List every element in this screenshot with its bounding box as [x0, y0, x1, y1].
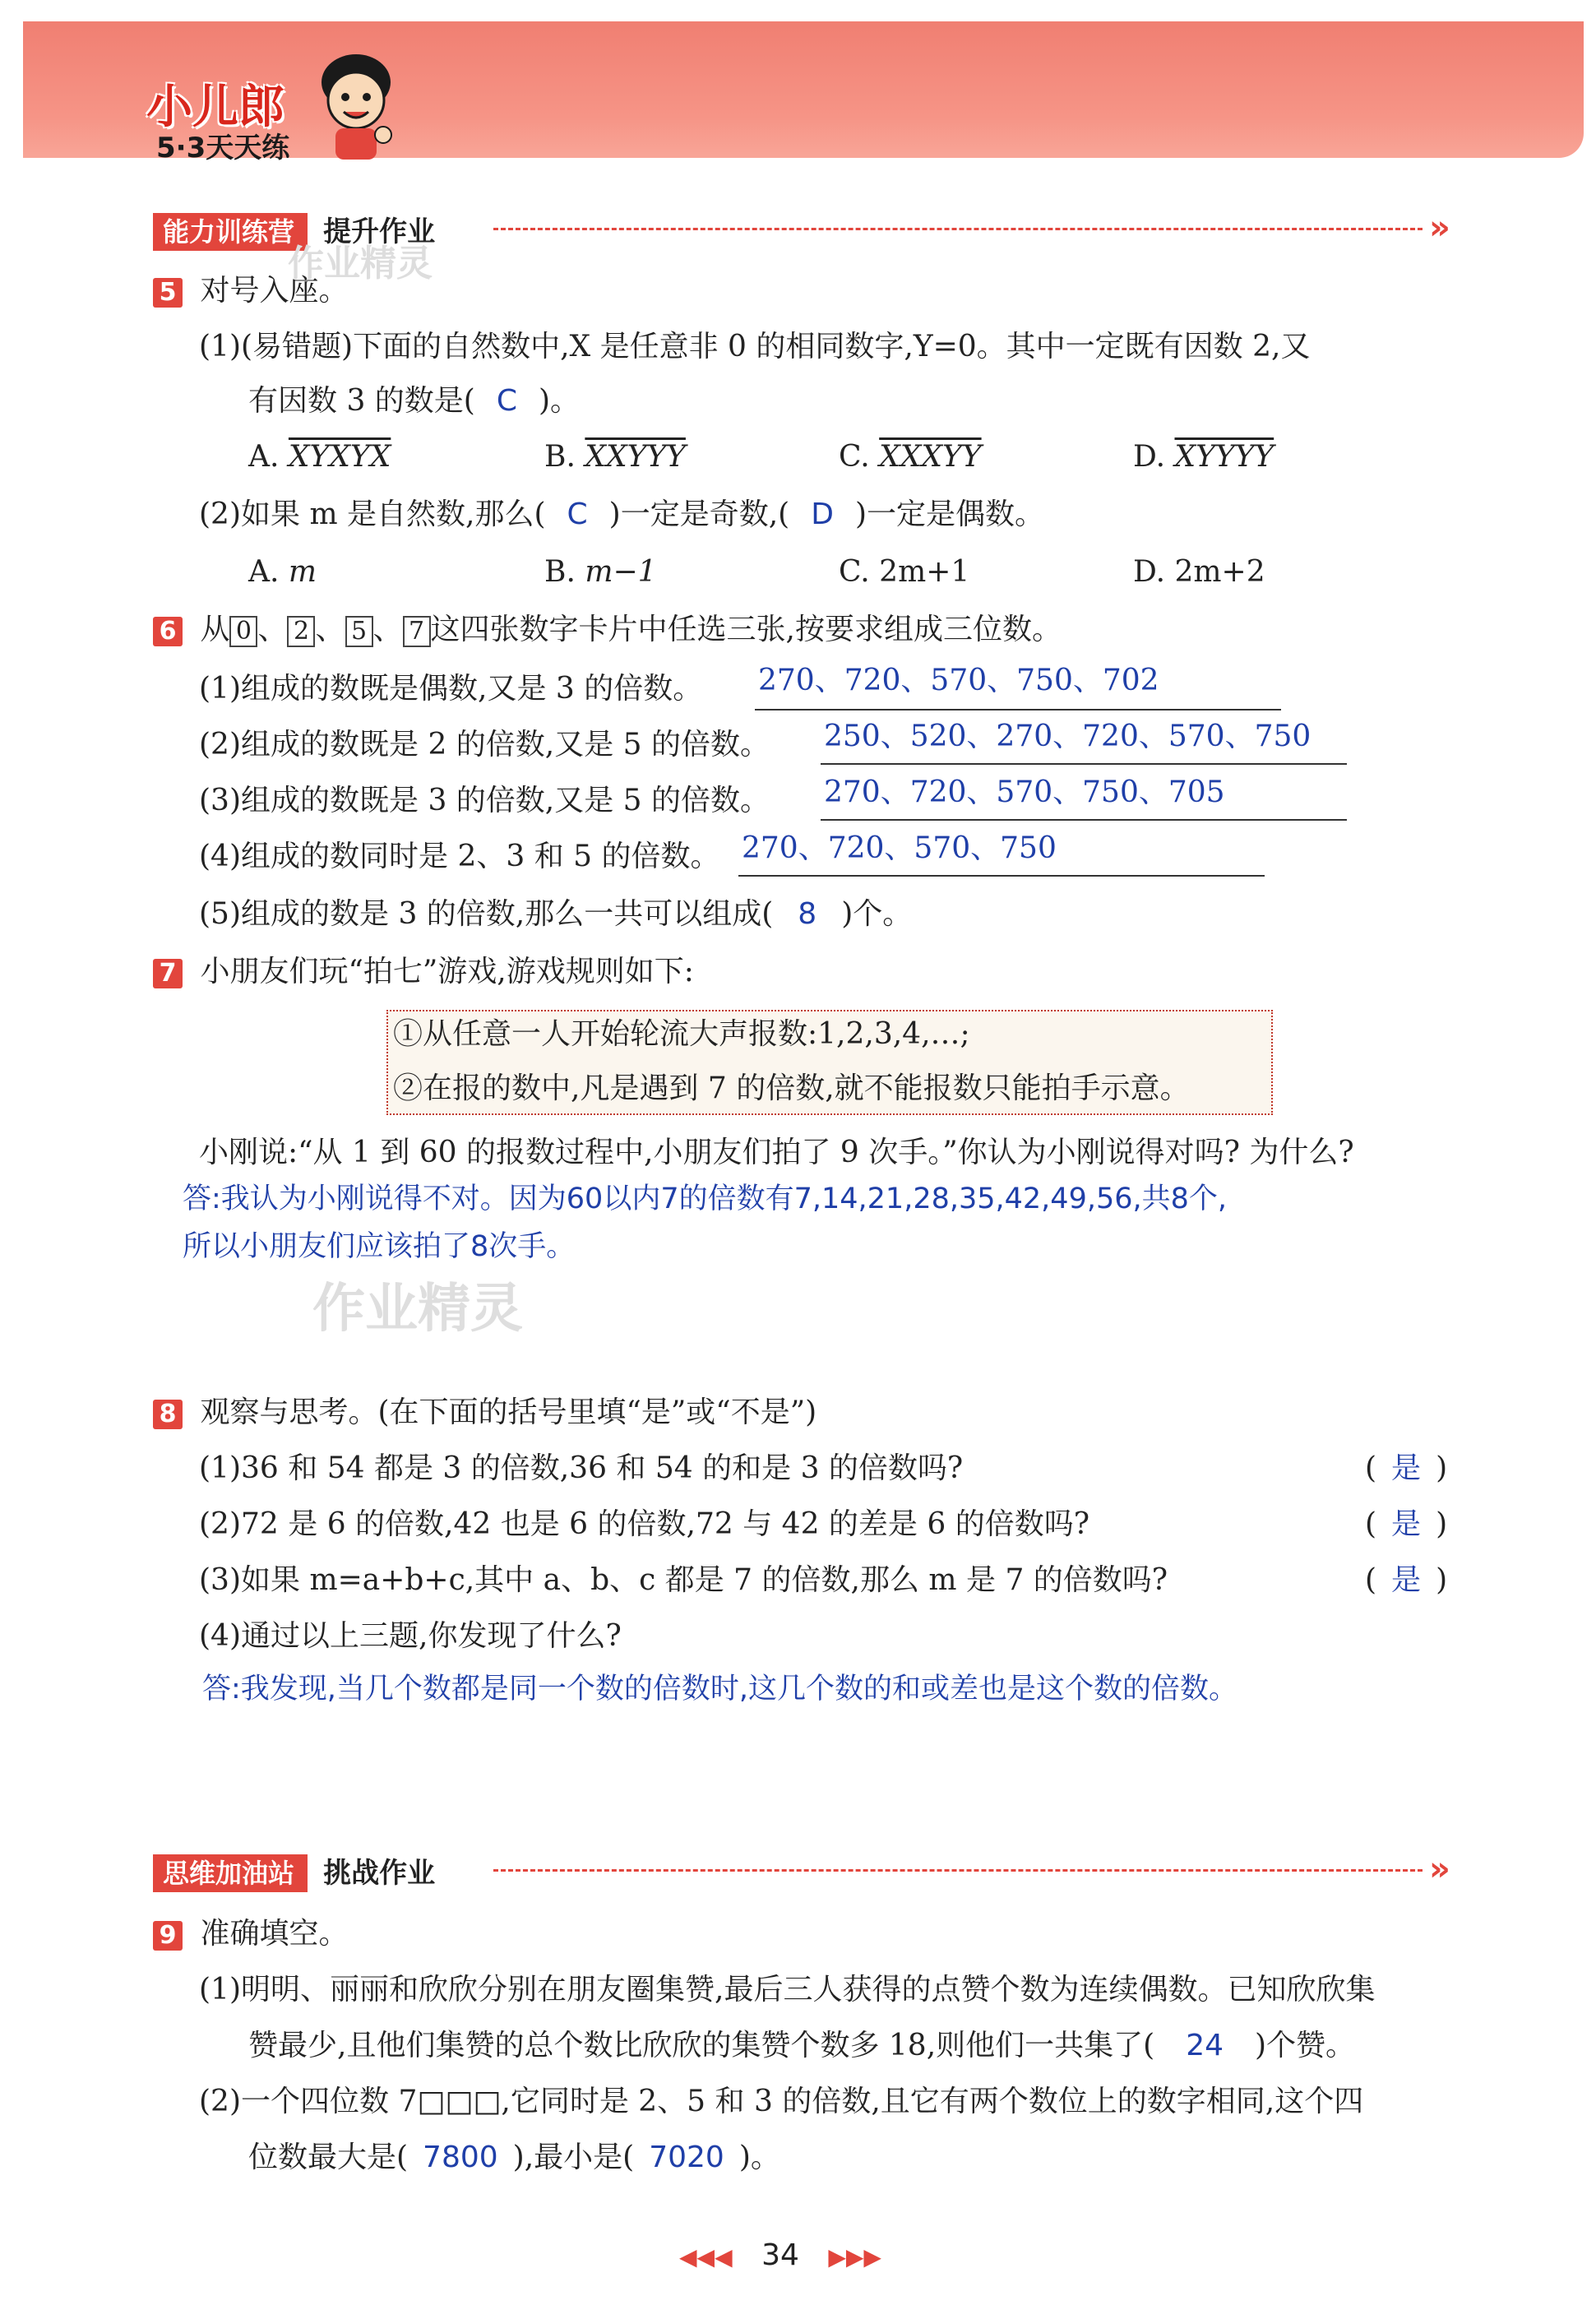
answer: C [567, 498, 588, 531]
mascot-icon [311, 49, 401, 164]
q8-answer-3: ( 是 ) [1365, 1563, 1448, 1597]
answer: 7800 [423, 2141, 498, 2174]
q6-title: 6 从 0 、 2 、 5 、 7 这四张数字卡片中任选三张,按要求组成三位数。 [153, 612, 1062, 648]
section-divider [493, 228, 1423, 230]
q6-item-3: (3)组成的数既是 3 的倍数,又是 5 的倍数。 [199, 784, 770, 817]
q7-title: 7 小朋友们玩“拍七”游戏,游戏规则如下: [153, 954, 694, 990]
q8-item-1: (1)36 和 54 都是 3 的倍数,36 和 54 的和是 3 的倍数吗? [199, 1451, 964, 1485]
rule-1: ①从任意一人开始轮流大声报数:1,2,3,4,…; [393, 1017, 970, 1051]
q7-answer-1: 答:我认为小刚说得不对。因为60以内7的倍数有7,14,21,28,35,42,49,56,共8个, [183, 1183, 1228, 1215]
q6-item-2: (2)组成的数既是 2 的倍数,又是 5 的倍数。 [199, 728, 770, 761]
answer: C [496, 384, 517, 418]
q5-p2-option-c: C. 2m+1 [839, 555, 970, 589]
q7-question: 小刚说:“从 1 到 60 的报数过程中,小朋友们拍了 9 次手。”你认为小刚说得对吗? 为什么? [199, 1136, 1354, 1169]
q9-p1-line1: (1)明明、丽丽和欣欣分别在朋友圈集赞,最后三人获得的点赞个数为连续偶数。已知欣欣集 [199, 1973, 1376, 2006]
q8-answer-4: 答:我发现,当几个数都是同一个数的倍数时,这几个数的和或差也是这个数的倍数。 [202, 1673, 1238, 1706]
q9-p2-line2: 位数最大是( 7800 ),最小是( 7020 )。 [248, 2141, 780, 2174]
answer: 270、720、570、750 [742, 831, 1057, 865]
q6-item-5: (5)组成的数是 3 的倍数,那么一共可以组成( 8 )个。 [199, 897, 913, 931]
q9-p2-line1: (2)一个四位数 7□□□,它同时是 2、5 和 3 的倍数,且它有两个数位上的数字相同,这个四 [199, 2085, 1364, 2118]
q5-p1-option-b: B. XXYYY [544, 440, 686, 474]
digit-card: 5 [345, 616, 373, 647]
section-tag: 思维加油站 [153, 1854, 308, 1892]
watermark: 作业精灵 [312, 1279, 523, 1340]
answer-line [755, 709, 1281, 710]
section-tag: 能力训练营 [153, 213, 308, 251]
question-number: 6 [153, 617, 183, 646]
chevron-right-icon: » [1429, 1850, 1450, 1888]
q6-item-1: (1)组成的数既是偶数,又是 3 的倍数。 [199, 672, 703, 706]
q5-p1-option-c: C. XXXYY [839, 440, 982, 474]
answer: 7020 [649, 2141, 724, 2174]
digit-card: 7 [403, 616, 431, 647]
digit-card: 2 [287, 616, 315, 647]
digit-card: 0 [229, 616, 257, 647]
rule-2: ②在报的数中,凡是遇到 7 的倍数,就不能报数只能拍手示意。 [393, 1072, 1190, 1105]
chevron-right-icon: » [1429, 209, 1450, 247]
section-sub: 挑战作业 [323, 1857, 436, 1890]
section-sub: 提升作业 [323, 215, 436, 248]
page-number: 34 [761, 2238, 799, 2272]
answer: 270、720、570、750、702 [758, 664, 1159, 697]
answer: D [811, 498, 834, 531]
q5-p1-line1: (1)(易错题)下面的自然数中,X 是任意非 0 的相同数字,Y=0。其中一定既有因数 2,又 [199, 330, 1311, 363]
section-divider [493, 1869, 1423, 1872]
question-number: 7 [153, 959, 183, 988]
q5-p1-option-a: A. XYXYX [248, 440, 391, 474]
q5-p1-option-d: D. XYYYY [1133, 440, 1274, 474]
q9-p1-line2: 赞最少,且他们集赞的总个数比欣欣的集赞个数多 18,则他们一共集了( 24 )个赞。 [248, 2029, 1356, 2062]
answer-line [821, 819, 1347, 821]
q8-item-3: (3)如果 m=a+b+c,其中 a、b、c 都是 7 的倍数,那么 m 是 7 的倍数吗? [199, 1563, 1168, 1597]
q5-title: 5 对号入座。 [153, 273, 348, 309]
q8-item-4: (4)通过以上三题,你发现了什么? [199, 1619, 622, 1653]
section-heading-2 [153, 1850, 435, 1892]
q9-title: 9 准确填空。 [153, 1916, 348, 1952]
q6-item-4: (4)组成的数同时是 2、3 和 5 的倍数。 [199, 840, 720, 873]
answer: 250、520、270、720、570、750 [824, 720, 1311, 753]
footer-nav [679, 2238, 881, 2272]
q8-title: 8 观察与思考。(在下面的括号里填“是”或“不是”) [153, 1395, 817, 1431]
question-number: 9 [153, 1921, 183, 1951]
answer-line [738, 875, 1265, 877]
question-number: 8 [153, 1400, 183, 1429]
answer: 24 [1186, 2029, 1224, 2062]
answer-line [821, 763, 1347, 765]
brand-logo: 小儿郎 [146, 81, 285, 134]
q5-p2-option-d: D. 2m+2 [1133, 555, 1265, 589]
q5-p2-option-b: B. m−1 [544, 555, 657, 589]
watermark: 作业精灵 [288, 243, 433, 285]
q5-p2-option-a: A. m [248, 555, 317, 589]
q7-answer-2: 所以小朋友们应该拍了8次手。 [183, 1230, 576, 1263]
q8-answer-2: ( 是 ) [1365, 1507, 1448, 1541]
answer: 270、720、570、750、705 [824, 775, 1225, 809]
series-title: 5·3天天练 [156, 132, 290, 164]
answer: 8 [798, 897, 817, 931]
q8-item-2: (2)72 是 6 的倍数,42 也是 6 的倍数,72 与 42 的差是 6 的倍数吗? [199, 1507, 1090, 1541]
q8-answer-1: ( 是 ) [1365, 1451, 1448, 1485]
arrow-right-icon: ▶▶▶ [828, 2243, 881, 2270]
question-number: 5 [153, 278, 183, 308]
q5-p1-line2: 有因数 3 的数是( C )。 [248, 384, 581, 418]
q5-p2: (2)如果 m 是自然数,那么( C )一定是奇数,( D )一定是偶数。 [199, 498, 1044, 531]
arrow-left-icon: ◀◀◀ [679, 2243, 733, 2270]
